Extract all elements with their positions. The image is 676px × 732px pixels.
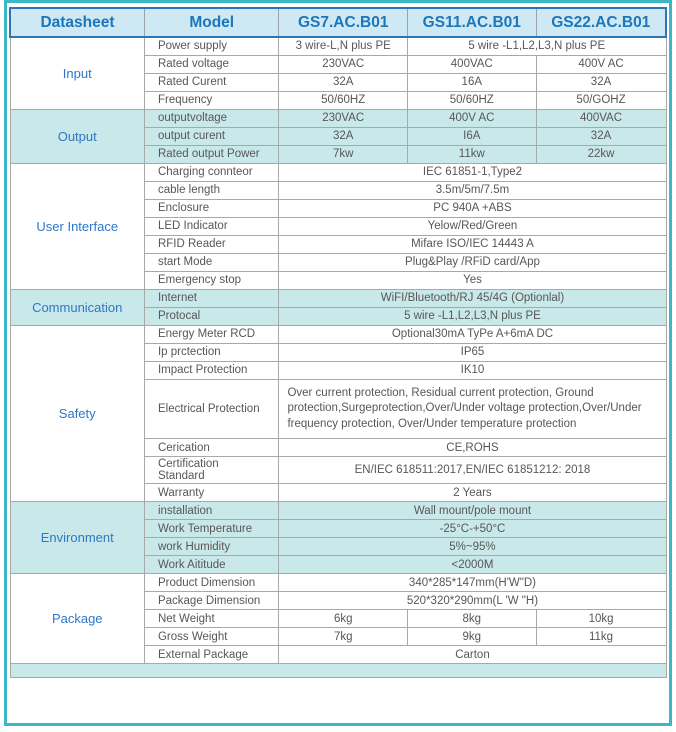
spec-value-text: WiFI/Bluetooth/RJ 45/4G (Optionlal) [380, 292, 565, 304]
spec-value [279, 307, 666, 325]
spec-value-text: 32A [590, 130, 612, 142]
spec-value [408, 127, 537, 145]
spec-label: Impact Protection [144, 361, 278, 379]
spec-label: RFID Reader [144, 235, 278, 253]
spec-label: Work Temperature [144, 520, 278, 538]
spec-value [279, 145, 408, 163]
spec-value [279, 439, 666, 457]
spec-value [279, 556, 666, 574]
spec-value [536, 145, 666, 163]
spec-value-text: 11kw [458, 148, 485, 160]
spec-value [536, 55, 666, 73]
section-label-communication: Communication [10, 289, 144, 325]
spec-value-text: 32A [590, 76, 612, 88]
spec-row [10, 325, 666, 343]
spec-label: Power supply [144, 37, 278, 55]
spec-value [279, 610, 408, 628]
spec-value [279, 379, 666, 439]
spec-value [279, 109, 408, 127]
spec-value [279, 91, 408, 109]
spec-value-text: Wall mount/pole mount [413, 504, 532, 517]
spec-value-text: Optional30mA TyPe A+6mA DC [391, 328, 554, 340]
spec-value [279, 217, 666, 235]
spec-value [279, 289, 666, 307]
spec-value [279, 646, 666, 664]
spec-value [536, 610, 666, 628]
spec-value-text: 230VAC [322, 112, 365, 124]
spec-label: Internet [144, 289, 278, 307]
spec-value [408, 55, 537, 73]
spec-row [10, 109, 666, 127]
header-model-gs11: GS11.AC.B01 [408, 8, 537, 37]
spec-label: installation [144, 502, 278, 520]
spec-value [408, 73, 537, 91]
spec-value-text: IP65 [460, 346, 485, 358]
spec-label: work Humidity [144, 538, 278, 556]
spec-label: Certification Standard [144, 457, 278, 484]
spec-value-text: <2000M [451, 558, 494, 571]
spec-value-text: 2 Years [453, 486, 492, 499]
spec-value [279, 271, 666, 289]
spec-value-text: 400VAC [450, 58, 493, 70]
section-label-safety: Safety [10, 325, 144, 502]
spec-value [279, 163, 666, 181]
spec-value-text: 11kg [588, 630, 614, 643]
spec-value [279, 592, 666, 610]
spec-value [279, 502, 666, 520]
section-label-environment: Environment [10, 502, 144, 574]
spec-value-text: 50/GOHZ [576, 94, 626, 106]
spec-label: Enclosure [144, 199, 278, 217]
section-label-user-interface: User Interface [10, 163, 144, 289]
spec-value [279, 181, 666, 199]
spec-label: Electrical Protection [144, 379, 278, 439]
spec-value [279, 628, 408, 646]
spec-label: Warranty [144, 484, 278, 502]
spec-value [279, 343, 666, 361]
spec-label: Charging connteor [144, 163, 278, 181]
footer-row [10, 664, 666, 678]
spec-value-text: 50/60HZ [321, 94, 366, 106]
spec-value [279, 520, 666, 538]
spec-value [536, 109, 666, 127]
spec-value [408, 37, 667, 55]
spec-value-text: 3.5m/5m/7.5m [435, 184, 510, 196]
spec-label: Energy Meter RCD [144, 325, 278, 343]
spec-value [279, 37, 408, 55]
spec-value [408, 91, 537, 109]
spec-label: Emergency stop [144, 271, 278, 289]
spec-value-text: 400V AC [449, 112, 495, 124]
spec-label: start Mode [144, 253, 278, 271]
spec-value-text: 6kg [333, 612, 353, 625]
spec-value-text: 8kg [462, 612, 482, 625]
spec-label: outputvoltage [144, 109, 278, 127]
spec-value-text: 400VAC [580, 112, 623, 124]
spec-label: External Package [144, 646, 278, 664]
spec-label: Rated voltage [144, 55, 278, 73]
spec-value-text: 10kg [588, 612, 614, 625]
spec-value-text: 7kw [332, 148, 354, 160]
spec-value-text: -25°C-+50°C [439, 522, 506, 535]
spec-value [279, 55, 408, 73]
header-model: Model [144, 8, 278, 37]
spec-value-text: I6A [463, 130, 481, 142]
spec-label: Frequency [144, 91, 278, 109]
spec-value [536, 127, 666, 145]
spec-value-text: 32A [332, 76, 354, 88]
spec-value [279, 199, 666, 217]
spec-label: Protocal [144, 307, 278, 325]
spec-value-text: 50/60HZ [449, 94, 494, 106]
spec-row [10, 289, 666, 307]
spec-value [279, 484, 666, 502]
spec-value [279, 235, 666, 253]
spec-value [536, 73, 666, 91]
spec-value-text: Over current protection, Residual current protection, Ground protection,Surgeprotection,Over/Under voltage protection,Over/Under frequency protection, Over/Under temperature protection [287, 386, 642, 430]
section-label-input: Input [10, 37, 144, 109]
spec-value-text: 5%~95% [449, 540, 496, 553]
spec-value-text: IEC 61851-1,Type2 [422, 166, 523, 178]
spec-value-text: Yelow/Red/Green [427, 220, 518, 232]
spec-value [279, 127, 408, 145]
header-model-gs7: GS7.AC.B01 [279, 8, 408, 37]
spec-value-text: IK10 [460, 364, 485, 376]
header-datasheet: Datasheet [10, 8, 144, 37]
spec-value [279, 361, 666, 379]
spec-value-text: 9kg [462, 630, 482, 643]
spec-label: cable length [144, 181, 278, 199]
spec-value [279, 325, 666, 343]
spec-value-text: 5 wire -L1,L2,L3,N plus PE [404, 310, 541, 322]
spec-value-text: 400V AC [578, 58, 624, 70]
spec-value-text: 7kg [333, 630, 353, 643]
header-model-gs22: GS22.AC.B01 [536, 8, 666, 37]
spec-label: Ip prctection [144, 343, 278, 361]
spec-value-text: 340*285*147mm(H'W"D) [408, 576, 536, 589]
spec-value-text: 22kw [587, 148, 615, 160]
spec-value [408, 628, 537, 646]
spec-value [279, 253, 666, 271]
section-label-package: Package [10, 574, 144, 664]
spec-value [279, 574, 666, 592]
spec-row [10, 502, 666, 520]
spec-label: LED Indicator [144, 217, 278, 235]
spec-label: Cerication [144, 439, 278, 457]
section-label-output: Output [10, 109, 144, 163]
header-row [10, 8, 666, 37]
spec-value [536, 628, 666, 646]
datasheet-table [9, 7, 667, 678]
spec-value [536, 91, 666, 109]
spec-label: Work Aititude [144, 556, 278, 574]
spec-label: Rated Curent [144, 73, 278, 91]
spec-value-text: PC 940A +ABS [433, 202, 512, 214]
spec-value-text: Mifare ISO/IEC 14443 A [411, 238, 534, 250]
spec-value-text: Yes [463, 274, 482, 286]
spec-row [10, 37, 666, 55]
spec-label: output curent [144, 127, 278, 145]
spec-value [279, 73, 408, 91]
spec-label: Net Weight [144, 610, 278, 628]
spec-value-text: EN/IEC 618511:2017,EN/IEC 61851212: 2018 [354, 464, 591, 477]
spec-value-text: 5 wire -L1,L2,L3,N plus PE [468, 40, 606, 53]
spec-value [408, 145, 537, 163]
spec-label: Package Dimension [144, 592, 278, 610]
spec-value [279, 457, 666, 484]
spec-row [10, 574, 666, 592]
spec-value [279, 538, 666, 556]
spec-value-text: 16A [461, 76, 483, 88]
spec-value-text: 520*320*290mm(L 'W "H) [406, 594, 539, 607]
spec-value [408, 610, 537, 628]
spec-label: Rated output Power [144, 145, 278, 163]
spec-label: Product Dimension [144, 574, 278, 592]
spec-value-text: CE,ROHS [446, 441, 499, 454]
spec-label: Gross Weight [144, 628, 278, 646]
spec-value-text: 32A [332, 130, 354, 142]
spec-row [10, 163, 666, 181]
spec-value-text: Plug&Play /RFiD card/App [405, 256, 540, 268]
spec-value-text: 3 wire-L,N plus PE [295, 40, 391, 53]
footer-accent-bar [10, 664, 666, 678]
spec-value [408, 109, 537, 127]
spec-value-text: 230VAC [322, 58, 365, 70]
datasheet-frame [4, 0, 672, 726]
spec-value-text: Carton [455, 648, 490, 661]
